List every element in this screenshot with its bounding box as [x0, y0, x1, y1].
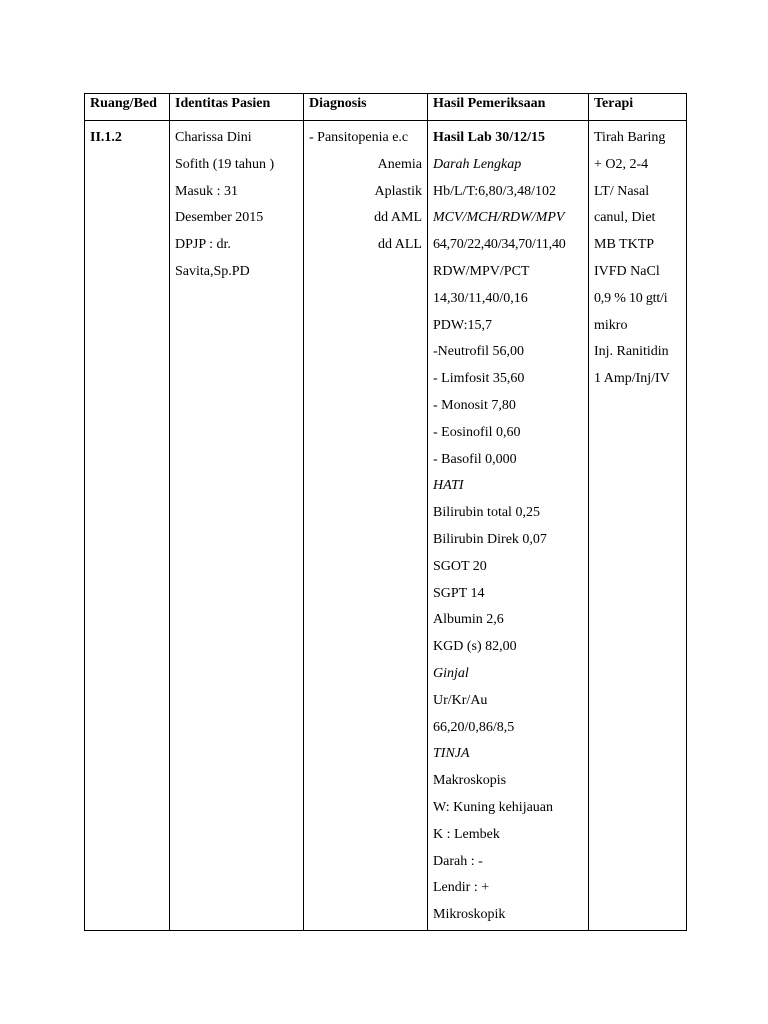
terapi-line: 1 Amp/Inj/IV — [594, 371, 670, 387]
hasil-line: Albumin 2,6 — [433, 612, 504, 628]
terapi-line: Tirah Baring — [594, 130, 666, 145]
diagnosis-line: Anemia — [377, 156, 422, 172]
header-terapi: Terapi — [589, 94, 687, 121]
terapi-line: IVFD NaCl — [594, 263, 660, 279]
terapi-line: MB TKTP — [594, 237, 655, 253]
hasil-line: TINJA — [433, 746, 470, 762]
cell-hasil-pemeriksaan — [428, 121, 589, 931]
hasil-line: SGOT 20 — [433, 558, 487, 574]
hasil-list — [433, 125, 583, 929]
table-header-row — [85, 94, 687, 121]
cell-identitas-pasien — [170, 121, 304, 931]
hasil-line: Hasil Lab 30/12/15 — [433, 130, 546, 145]
header-hasil-pemeriksaan: Hasil Pemeriksaan — [428, 94, 589, 121]
diagnosis-line: dd AML — [374, 210, 422, 226]
terapi-line: + O2, 2-4 — [594, 156, 649, 172]
hasil-line: - Basofil 0,000 — [433, 451, 517, 467]
patient-record-table — [84, 93, 687, 931]
hasil-line: Mikroskopik — [433, 907, 506, 923]
terapi-line: Inj. Ranitidin — [594, 344, 669, 360]
header-diagnosis: Diagnosis — [304, 94, 428, 121]
hasil-line: Makroskopis — [433, 773, 507, 789]
terapi-line: mikro — [594, 317, 628, 333]
terapi-line: 0,9 % 10 gtt/i — [594, 290, 668, 306]
hasil-line: K : Lembek — [433, 826, 500, 842]
cell-ruang-bed — [85, 121, 170, 931]
identitas-line: Charissa Dini — [175, 130, 252, 145]
hasil-line: Bilirubin Direk 0,07 — [433, 531, 547, 547]
hasil-line: MCV/MCH/RDW/MPV — [433, 210, 565, 226]
terapi-line: LT/ Nasal — [594, 183, 650, 199]
hasil-line: 14,30/11,40/0,16 — [433, 290, 528, 306]
hasil-line: Hb/L/T:6,80/3,48/102 — [433, 183, 556, 199]
identitas-line: Sofith (19 tahun ) — [175, 156, 275, 172]
hasil-line: PDW:15,7 — [433, 317, 492, 333]
table-row — [85, 121, 687, 931]
header-identitas-pasien: Identitas Pasien — [170, 94, 304, 121]
hasil-line: HATI — [433, 478, 464, 494]
hasil-line: Bilirubin total 0,25 — [433, 505, 540, 521]
identitas-line: Desember 2015 — [175, 210, 264, 226]
hasil-line: - Limfosit 35,60 — [433, 371, 525, 387]
cell-terapi — [589, 121, 687, 931]
cell-diagnosis — [304, 121, 428, 931]
identitas-line: DPJP : dr. — [175, 237, 231, 253]
hasil-line: - Eosinofil 0,60 — [433, 424, 521, 440]
terapi-line: canul, Diet — [594, 210, 656, 226]
identitas-line: Savita,Sp.PD — [175, 263, 250, 279]
ruang-bed-value: II.1.2 — [90, 130, 122, 145]
hasil-line: W: Kuning kehijauan — [433, 799, 554, 815]
hasil-line: - Monosit 7,80 — [433, 397, 516, 413]
diagnosis-line: Aplastik — [374, 183, 422, 199]
hasil-line: Darah : - — [433, 853, 483, 869]
hasil-line: Darah Lengkap — [433, 156, 522, 172]
header-ruang-bed: Ruang/Bed — [85, 94, 170, 121]
hasil-line: Ur/Kr/Au — [433, 692, 488, 708]
hasil-line: Ginjal — [433, 665, 469, 681]
diagnosis-line: - Pansitopenia e.c — [309, 130, 409, 145]
hasil-line: RDW/MPV/PCT — [433, 263, 530, 279]
hasil-line: KGD (s) 82,00 — [433, 639, 517, 655]
diagnosis-line: dd ALL — [378, 237, 422, 253]
hasil-line: -Neutrofil 56,00 — [433, 344, 524, 360]
hasil-line: 66,20/0,86/8,5 — [433, 719, 515, 735]
hasil-line: 64,70/22,40/34,70/11,40 — [433, 237, 566, 253]
identitas-line: Masuk : 31 — [175, 183, 238, 199]
hasil-line: Lendir : + — [433, 880, 490, 896]
hasil-line: SGPT 14 — [433, 585, 485, 601]
